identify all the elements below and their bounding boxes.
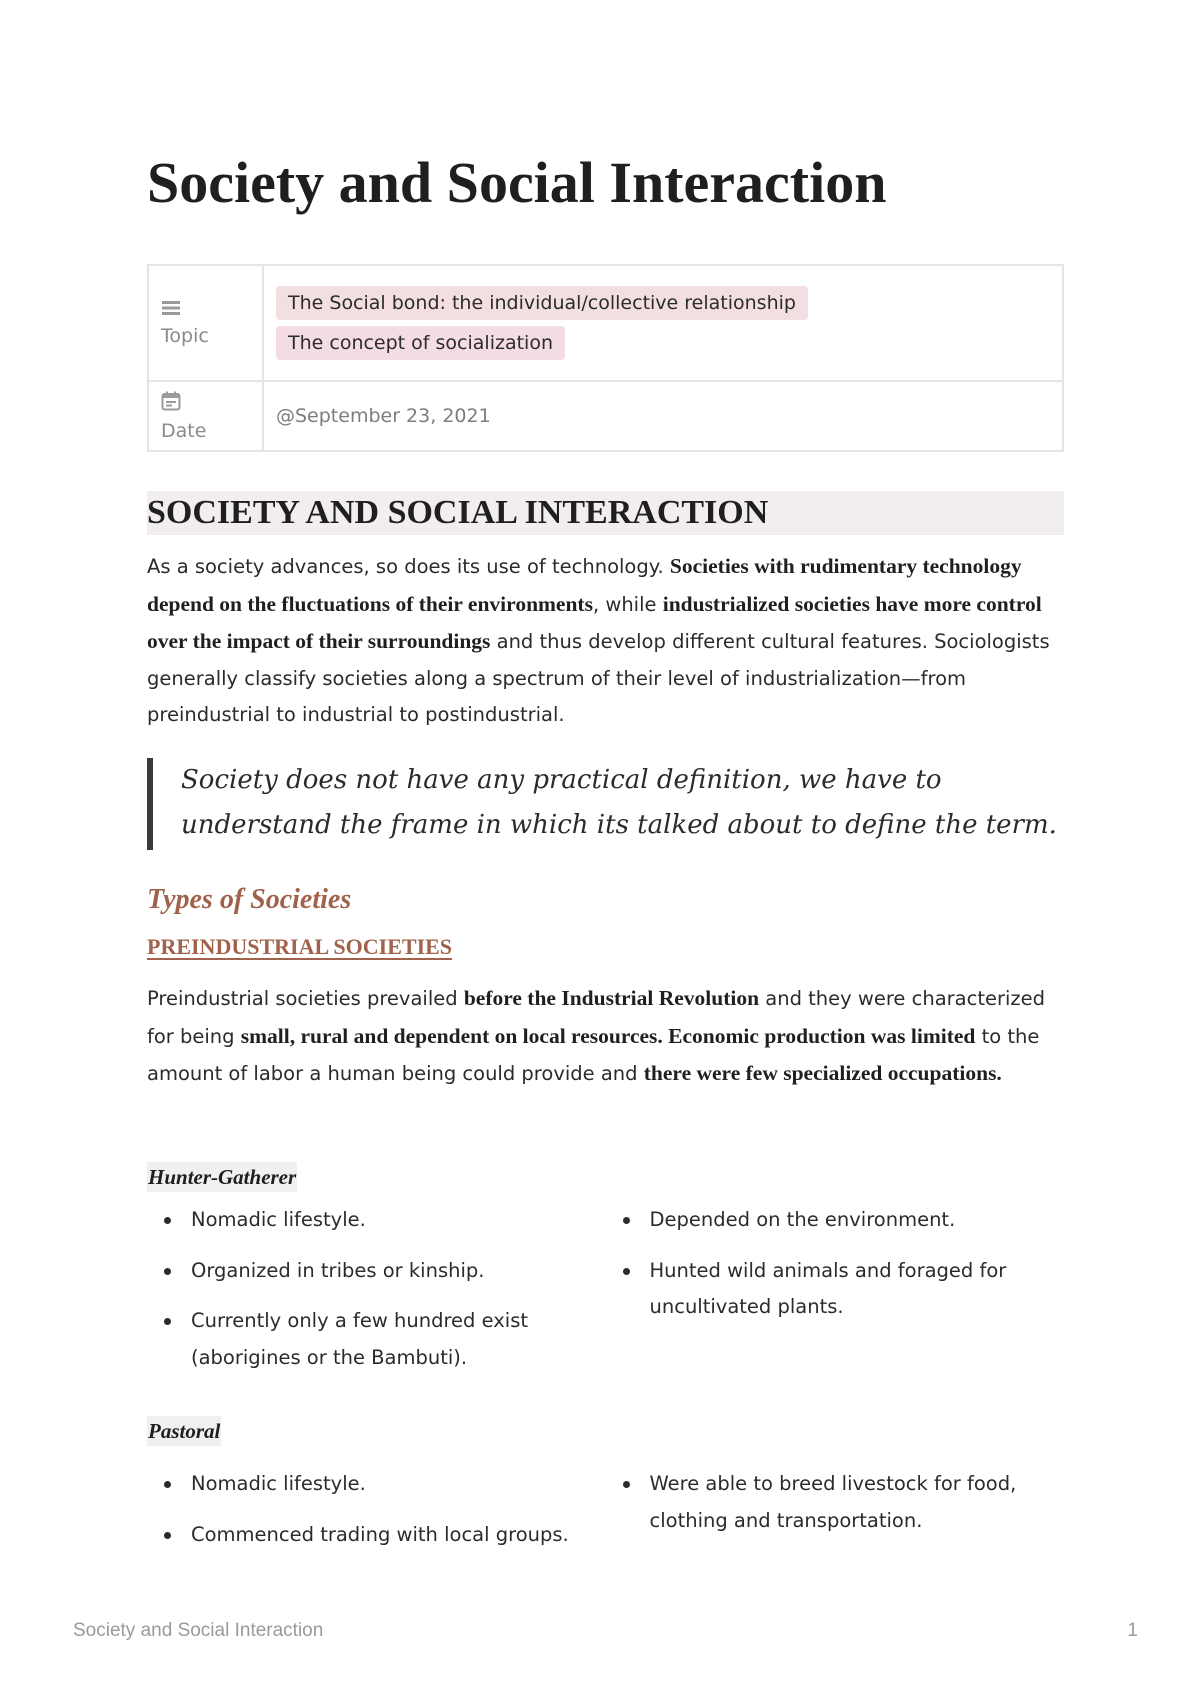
quote-block: Society does not have any practical definition, we have to understand the frame in which its talked about to define the term. <box>147 758 1064 850</box>
list-item: Hunted wild animals and foraged for uncultivated plants. <box>606 1253 1065 1326</box>
column-left <box>147 1202 606 1390</box>
list-item: Nomadic lifestyle. <box>147 1466 606 1503</box>
column-right <box>606 1466 1065 1567</box>
topic-tag[interactable]: The Social bond: the individual/collective relationship <box>276 286 808 320</box>
intro-paragraph: As a society advances, so does its use of technology. Societies with rudimentary technology depend on the fluctuations of their environments, while industrialized societies have more control over the impact of their surroundings and thus develop different cultural features. Sociologists generally classify societies along a spectrum of their level of industrialization—from preindustrial to industrial to postindustrial. <box>147 554 1050 726</box>
property-value-date <box>263 381 1063 451</box>
hunter-gatherer-columns <box>147 1202 1064 1390</box>
pastoral-heading: Pastoral <box>147 1416 221 1446</box>
preindustrial-paragraph: Preindustrial societies prevailed before the Industrial Revolution and they were characterized for being small, rural and dependent on local resources. Economic production was limited to the amount of labor a human being could provide and there were few specialized occupations. <box>147 986 1046 1085</box>
list-item: Commenced trading with local groups. <box>147 1517 606 1554</box>
hunter-gatherer-heading: Hunter-Gatherer <box>147 1162 297 1192</box>
list-item: Nomadic lifestyle. <box>147 1202 606 1239</box>
column-right <box>606 1202 1065 1390</box>
property-row-topic <box>148 265 1063 381</box>
column-left <box>147 1466 606 1567</box>
date-value[interactable]: @September 23, 2021 <box>276 405 491 427</box>
property-value-topic <box>263 265 1063 381</box>
list-item: Organized in tribes or kinship. <box>147 1253 606 1290</box>
page-number: 1 <box>1127 1620 1138 1641</box>
list-item: Currently only a few hundred exist (aborigines or the Bambuti). <box>147 1303 606 1376</box>
pastoral-columns <box>147 1466 1064 1567</box>
topic-tag[interactable]: The concept of socialization <box>276 326 565 360</box>
property-label-topic: Topic <box>148 265 263 381</box>
property-row-date <box>148 381 1063 451</box>
section-heading: SOCIETY AND SOCIAL INTERACTION <box>147 491 1064 535</box>
subheading-preindustrial: PREINDUSTRIAL SOCIETIES <box>147 934 453 959</box>
property-label-date: Date <box>148 381 263 451</box>
footer-title: Society and Social Interaction <box>73 1620 324 1641</box>
list-icon <box>161 299 262 321</box>
list-item: Depended on the environment. <box>606 1202 1065 1239</box>
list-item: Were able to breed livestock for food, clothing and transportation. <box>606 1466 1065 1539</box>
page-footer <box>73 1620 1138 1642</box>
page-title: Society and Social Interaction <box>147 150 887 215</box>
properties-table <box>147 264 1064 452</box>
calendar-icon <box>161 391 262 416</box>
subheading-types-of-societies: Types of Societies <box>147 884 352 915</box>
